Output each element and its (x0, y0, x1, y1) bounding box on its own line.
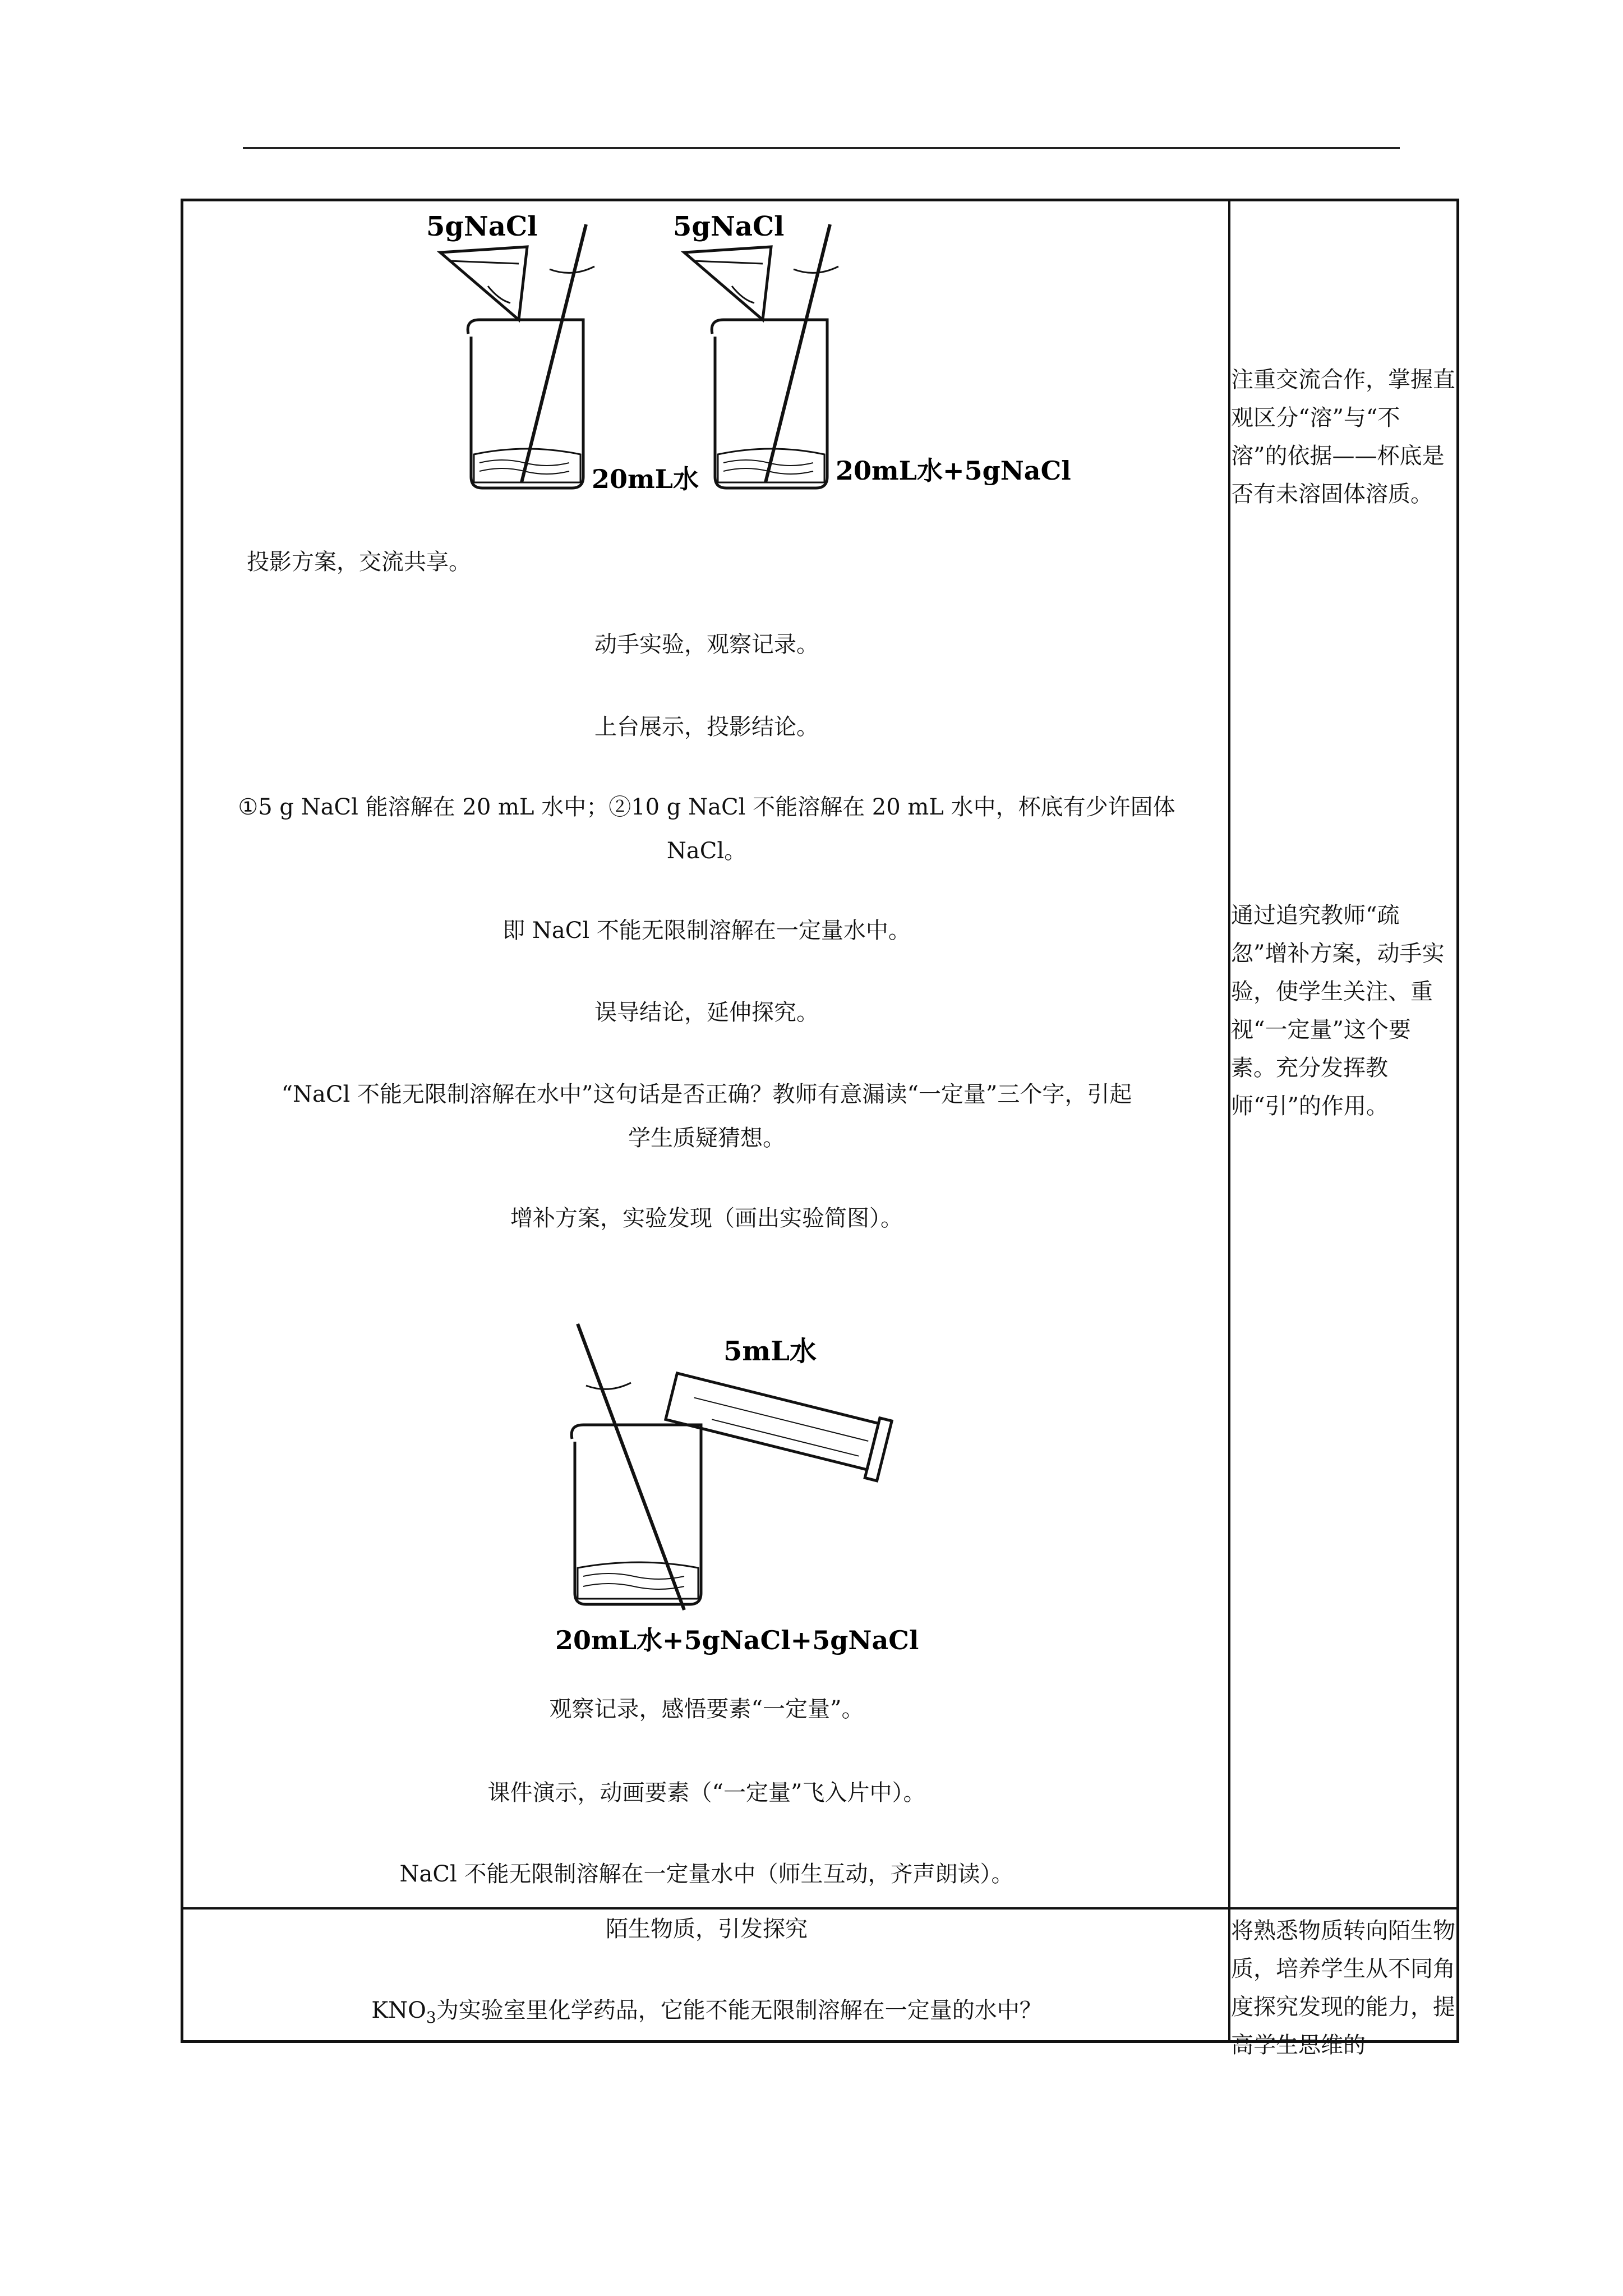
cylinder-label: 5mL水 (723, 1336, 817, 1367)
text-line-12: 课件演示，动画要素（“一定量”飞入片中）。 (487, 1780, 926, 1806)
right-bag-label: 5gNaCl (673, 211, 785, 242)
text-line-1: 投影方案，交流共享。 (247, 549, 471, 575)
figure-added-water (555, 1313, 937, 1660)
text-line-10: 增补方案，实验发现（画出实验简图）。 (510, 1205, 903, 1231)
left-bag-label: 5gNaCl (426, 211, 538, 242)
text-line-7: 误导结论，延伸探究。 (594, 1000, 819, 1025)
row2-heading: 陌生物质，引发探究 (606, 1916, 808, 1942)
text-line-13: NaCl 不能无限制溶解在一定量水中（师生互动，齐声朗读）。 (399, 1861, 1014, 1887)
row2-formula: KNO (371, 1998, 426, 2023)
header-rule (243, 147, 1400, 149)
text-line-6: 即 NaCl 不能无限制溶解在一定量水中。 (502, 918, 911, 944)
row2-question-text: 为实验室里化学药品，它能不能无限制溶解在一定量的水中？ (436, 1998, 1042, 2023)
text-line-5: NaCl。 (666, 838, 747, 864)
side-note-2: 通过追究教师“疏忽”增补方案，动手实验，使学生关注、重视“一定量”这个要素。充分发挥教师“引”的作用。 (1231, 903, 1445, 1119)
figure-dissolving-beakers (415, 208, 1077, 499)
text-line-9: 学生质疑猜想。 (628, 1125, 785, 1151)
row2-formula-subscript: 3 (426, 2008, 436, 2027)
text-line-4: ①5 g NaCl 能溶解在 20 mL 水中；②10 g NaCl 不能溶解在 20 mL 水中，杯底有少许固体 (238, 794, 1175, 820)
left-salt-bag (440, 247, 527, 320)
left-beaker-label: 20mL水 (592, 464, 699, 494)
right-stirring-rod (766, 224, 830, 482)
stirring-rod (578, 1324, 684, 1610)
text-line-3: 上台展示，投影结论。 (594, 714, 819, 740)
column-divider (1228, 199, 1230, 2043)
text-line-11: 观察记录，感悟要素“一定量”。 (549, 1696, 864, 1722)
beaker-label: 20mL水+5gNaCl+5gNaCl (555, 1625, 919, 1655)
row-divider (181, 1907, 1459, 1910)
right-beaker-label: 20mL水+5gNaCl (836, 455, 1071, 486)
right-salt-bag (684, 247, 771, 320)
side-note-1: 注重交流合作，掌握直观区分“溶”与“不溶”的依据——杯底是否有未溶固体溶质。 (1231, 367, 1455, 507)
beaker (571, 1425, 701, 1604)
row2-question (185, 1994, 1228, 2034)
side-note-3: 将熟悉物质转向陌生物质，培养学生从不同角度探究发现的能力，提高学生思维的 (1231, 1918, 1455, 2058)
left-stirring-rod (522, 224, 586, 482)
text-line-2: 动手实验，观察记录。 (594, 632, 819, 657)
text-line-8: “NaCl 不能无限制溶解在水中”这句话是否正确？教师有意漏读“一定量”三个字，引起 (281, 1082, 1132, 1107)
